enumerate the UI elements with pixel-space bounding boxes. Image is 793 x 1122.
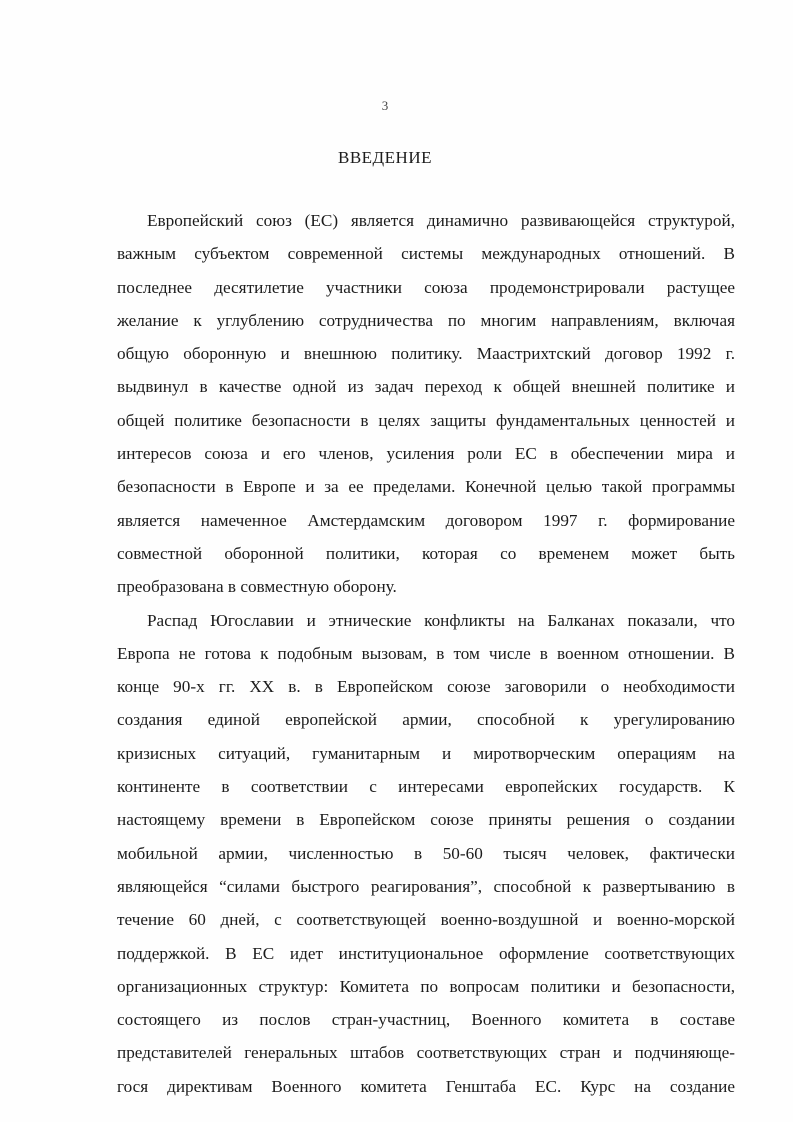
text-line: общей политике безопасности в целях защиты фундаментальных ценностей и xyxy=(117,410,735,430)
text-line: состоящего из послов стран-участниц, Военного комитета в составе xyxy=(117,1010,735,1030)
text-line: настоящему времени в Европейском союзе приняты решения о создании xyxy=(117,810,735,830)
text-line: течение 60 дней, с соответствующей военно-воздушной и военно-морской xyxy=(117,910,735,930)
text-line: Европа не готова к подобным вызовам, в том числе в военном отношении. В xyxy=(117,643,735,663)
page-title: ВВЕДЕНИЕ xyxy=(338,148,432,167)
text-line: гося директивам Военного комитета Генштаба ЕС. Курс на создание xyxy=(117,1076,735,1096)
text-line: кризисных ситуаций, гуманитарным и миротворческим операциям на xyxy=(117,743,735,763)
text-line: поддержкой. В ЕС идет институциональное оформление соответствующих xyxy=(117,943,735,963)
text-line: преобразована в совместную оборону. xyxy=(117,577,397,597)
text-line: общую оборонную и внешнюю политику. Маастрихтский договор 1992 г. xyxy=(117,344,735,364)
body-text xyxy=(117,204,735,1103)
text-line: интересов союза и его членов, усиления роли ЕС в обеспечении мира и xyxy=(117,444,735,464)
text-line: является намеченное Амстердамским договором 1997 г. формирование xyxy=(117,510,735,530)
text-line: важным субъектом современной системы международных отношений. В xyxy=(117,244,735,264)
text-line: мобильной армии, численностью в 50-60 тысяч человек, фактически xyxy=(117,843,735,863)
text-line: Европейский союз (ЕС) является динамично развивающейся структурой, xyxy=(147,211,735,230)
text-line: организационных структур: Комитета по вопросам политики и безопасности, xyxy=(117,976,735,996)
text-line: последнее десятилетие участники союза продемонстрировали растущее xyxy=(117,277,735,297)
paragraph-2 xyxy=(117,604,735,1103)
text-line: конце 90-х гг. XX в. в Европейском союзе заговорили о необходимости xyxy=(117,677,735,697)
text-line: безопасности в Европе и за ее пределами. Конечной целью такой программы xyxy=(117,477,735,497)
text-line: являющейся “силами быстрого реагирования”, способной к развертыванию в xyxy=(117,876,735,896)
text-line: Распад Югославии и этнические конфликты на Балканах показали, что xyxy=(147,610,735,630)
text-line: представителей генеральных штабов соответствующих стран и подчиняюще- xyxy=(117,1043,735,1063)
text-line: выдвинул в качестве одной из задач переход к общей внешней политике и xyxy=(117,377,735,397)
text-line: желание к углублению сотрудничества по многим направлениям, включая xyxy=(117,310,735,330)
paragraph-1 xyxy=(117,204,735,604)
page-number: 3 xyxy=(381,98,389,113)
text-line: совместной оборонной политики, которая со временем может быть xyxy=(117,543,735,563)
text-line: создания единой европейской армии, способной к урегулированию xyxy=(117,710,735,730)
text-line: континенте в соответствии с интересами европейских государств. К xyxy=(117,777,735,797)
